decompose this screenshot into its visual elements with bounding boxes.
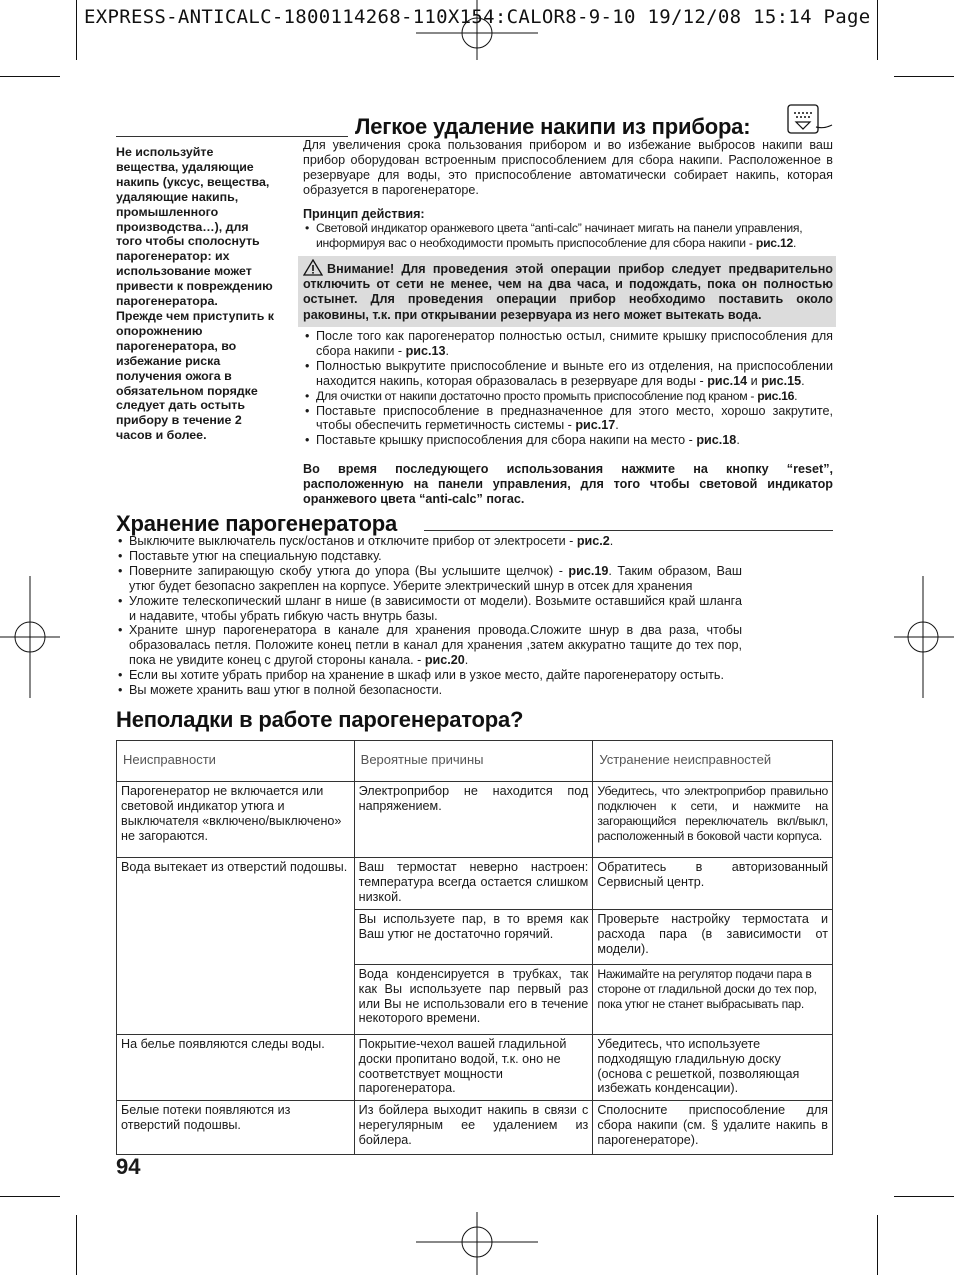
warning-text: Внимание! Для проведения этой операции прибор следует предварительно отключить от сети не менее, чем на два часа, и подождать, пока он полностью остынет. Для проведения операции прибор необходимо поставить около раковины, т.к. при открывании резервуара из него может вытекать вода.	[303, 259, 833, 323]
cause-cell: Электроприбор не находится под напряжением.	[354, 782, 593, 858]
heading-rule	[116, 136, 348, 137]
descaling-step: • Полностью выкрутите приспособление и выньте его из отделения, на приспособлении находится накипь, которая образовалась в резервуаре для воды - рис.14 и рис.15.	[303, 359, 833, 389]
registration-mark-bottom	[416, 1212, 538, 1275]
sidebar-warning	[116, 145, 291, 443]
troubleshooting-table	[116, 740, 833, 1155]
sidebar-line: Не используйте	[116, 145, 214, 159]
crop-mark	[894, 76, 954, 77]
table-row	[117, 858, 833, 910]
storage-item: • Поставьте утюг на специальную подставку.	[116, 549, 742, 564]
cause-cell: Из бойлера выходит накипь в связи с нерегулярным ее удалением из бойлера.	[354, 1101, 593, 1155]
table-row	[117, 1101, 833, 1155]
problem-cell: Парогенератор не включается или световой индикатор утюга и выключателя «включено/выключено» не загораются.	[117, 782, 355, 858]
storage-item: • Поверните запирающую скобу утюга до упора (Вы услышите щелчок) - рис.19. Таким образом, Ваш утюг будет безопасно закреплен на корпусе. Уберите электрический шнур в отсек для хранения	[116, 564, 742, 594]
sidebar-line: использование может	[116, 264, 252, 279]
sidebar-line: следует дать остыть	[116, 398, 245, 413]
problem-cell: Вода вытекает из отверстий подошвы.	[117, 858, 355, 1035]
solution-cell: Сполосните приспособление для сбора накипи (см. § удалите накипь в парогенераторе).	[593, 1101, 833, 1155]
reset-instruction: Во время последующего использования нажмите на кнопку “reset”, расположенную на панели управления, для того чтобы световой индикатор оранжевого цвета “anti-calc” погас.	[303, 462, 833, 506]
descaling-step: • Поставьте приспособление в предназначенное для этого место, хорошо закрутите, чтобы обеспечить герметичность системы - рис.17.	[303, 404, 833, 434]
heading-rule	[424, 530, 833, 531]
cause-cell: Вода конденсируется в трубках, так как Вы используете пар первый раз или Вы не использовали его в течение некоторого времени.	[354, 964, 593, 1034]
registration-mark-top	[416, 0, 538, 60]
sidebar-line: получения ожога в	[116, 368, 232, 383]
header-problem: Неисправности	[117, 741, 355, 782]
registration-mark-right	[894, 576, 954, 698]
sidebar-line: часов и более.	[116, 428, 207, 443]
table-row	[117, 1034, 833, 1101]
storage-item: • Если вы хотите убрать прибор на хранение в шкаф или в узкое место, дайте парогенератору остыть.	[116, 668, 742, 683]
sidebar-line: Прежде чем приступить к	[116, 308, 274, 323]
header-solution: Устранение неисправностей	[593, 741, 833, 782]
crop-mark	[0, 1196, 60, 1197]
principle-item: • Световой индикатор оранжевого цвета “anti-calc” начинает мигать на панели управления, информируя вас о необходимости промыть приспособление для сбора накипи - рис.12.	[303, 221, 833, 251]
storage-list	[116, 534, 742, 698]
sidebar-line: вещества, удаляющие	[116, 159, 254, 174]
cause-cell: Вы используете пар, в то время как Ваш утюг не достаточно горячий.	[354, 909, 593, 964]
section-title-descaling: Легкое удаление накипи из прибора:	[355, 114, 751, 139]
registration-mark-left	[0, 576, 60, 698]
crop-mark	[877, 1215, 878, 1275]
solution-cell: Убедитесь, что электроприбор правильно подключен к сети, и нажмите на загорающийся переключатель вкл/выкл, расположенный в боковой части корпуса.	[593, 782, 833, 858]
crop-mark	[76, 0, 77, 60]
page-number: 94	[116, 1154, 141, 1179]
sidebar-line: опорожнению	[116, 323, 203, 338]
sidebar-line: парогенератор: их	[116, 249, 230, 264]
warning-triangle-icon	[303, 259, 323, 276]
descaling-step: • Поставьте крышку приспособления для сбора накипи на место - рис.18.	[303, 433, 833, 448]
sidebar-line: того чтобы сполоснуть	[116, 234, 260, 249]
descaling-intro: Для увеличения срока пользования прибором и во избежание выбросов накипи ваш прибор оборудован встроенным приспособлением для сбора накипи. Расположенное в резервуаре для воды, это приспособление автоматически собирает накипь, которая образуется в парогенераторе.	[303, 138, 833, 197]
anticalc-icon	[786, 103, 834, 137]
storage-item: • Вы можете хранить ваш утюг в полной безопасности.	[116, 683, 742, 698]
problem-cell: На белье появляются следы воды.	[117, 1034, 355, 1101]
descaling-steps	[303, 329, 833, 448]
section-title-troubleshooting: Неполадки в работе парогенератора?	[116, 707, 524, 732]
solution-cell: Нажимайте на регулятор подачи пара в стороне от гладильной доски до тех пор, пока утюг не станет выбрасывать пар.	[593, 964, 833, 1034]
crop-mark	[76, 1215, 77, 1275]
sidebar-line: избежание риска	[116, 353, 221, 368]
solution-cell: Проверьте настройку термостата и расхода пара (в зависимости от модели).	[593, 909, 833, 964]
sidebar-line: накипь (уксус, вещества,	[116, 174, 270, 189]
sidebar-line: парогенератора.	[116, 294, 218, 309]
crop-mark	[894, 1196, 954, 1197]
principle-label: Принцип действия:	[303, 207, 425, 221]
cause-cell: Покрытие-чехол вашей гладильной доски пропитано водой, т.к. оно не соответствует мощности парогенератора.	[354, 1034, 593, 1101]
crop-mark	[877, 0, 878, 60]
solution-cell: Обратитесь в авторизованный Сервисный центр.	[593, 858, 833, 910]
solution-cell: Убедитесь, что используете подходящую гладильную доску (основа с решеткой, позволяющая избежать конденсации).	[593, 1034, 833, 1101]
section-title-storage: Хранение парогенератора	[116, 511, 398, 536]
cause-cell: Ваш термостат неверно настроен: температура всегда остается слишком низкой.	[354, 858, 593, 910]
storage-item: • Храните шнур парогенератора в канале для хранения провода.Сложите шнур в два раза, чтобы образовалась петля. Положите конец петли в канал для хранения ,затем аккуратно тащите до тех пор, пока не увидите конец с другой стороны канала. - рис.20.	[116, 623, 742, 668]
sidebar-line: производства…), для	[116, 219, 249, 234]
print-slug: EXPRESS-ANTICALC-1800114268-110X154:CALOR8-9-10 19/12/08 15:14 Page	[84, 6, 871, 28]
sidebar-line: прибору в течение 2	[116, 413, 242, 428]
crop-mark	[0, 76, 60, 77]
sidebar-line: обязательном порядке	[116, 383, 258, 398]
table-header-row	[117, 741, 833, 782]
header-cause: Вероятные причины	[354, 741, 593, 782]
sidebar-line: удаляющие накипь,	[116, 189, 239, 204]
descaling-step: • Для очистки от накипи достаточно просто промыть приспособление под краном - рис.16.	[303, 389, 833, 404]
sidebar-line: привести к повреждению	[116, 279, 273, 294]
descaling-step: • После того как парогенератор полностью остыл, снимите крышку приспособления для сбора накипи - рис.13.	[303, 329, 833, 359]
storage-item: • Выключите выключатель пуск/останов и отключите прибор от электросети - рис.2.	[116, 534, 742, 549]
problem-cell: Белые потеки появляются из отверстий подошвы.	[117, 1101, 355, 1155]
sidebar-line: парогенератора, во	[116, 338, 237, 353]
sidebar-line: промышленного	[116, 204, 219, 219]
storage-item: • Уложите телескопический шланг в нише (в зависимости от модели). Возьмите оставшийся край шланга и надавите, чтобы убрать гибкую часть внутрь базы.	[116, 594, 742, 624]
table-row	[117, 782, 833, 858]
